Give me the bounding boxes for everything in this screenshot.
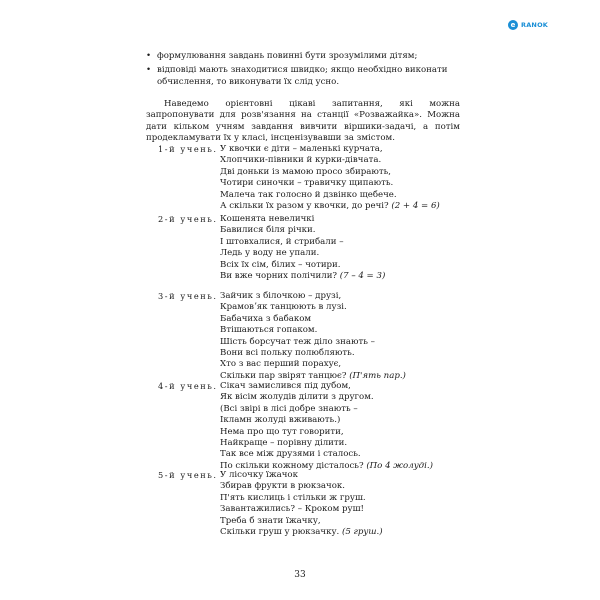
bullet-icon: •	[146, 65, 152, 76]
speaker-label: 2-й учень.	[158, 214, 218, 224]
verse-line: Хлопчики-півники й курки-дівчата.	[220, 155, 382, 166]
verse-line: Зайчик з білочкою – друзі,	[220, 291, 342, 301]
bullet-icon: •	[146, 51, 152, 61]
list-item	[146, 65, 460, 88]
speaker-label: 5-й учень.	[158, 470, 218, 480]
verse	[220, 470, 460, 538]
list-item	[146, 51, 460, 62]
speaker-label: 4-й учень.	[158, 381, 218, 391]
verse-line: Хто з вас перший порахує,	[220, 359, 342, 370]
verse-line: Так все між друзями і сталось.	[220, 449, 361, 460]
bullet-text: відповіді мають знаходитися швидко; якщо необхідно виконати обчислення, то виконувати їх слід усно.	[157, 65, 448, 87]
verse-line: Нема про що тут говорити,	[220, 426, 344, 437]
verse-line: Бабачиха з бабаком	[220, 313, 312, 324]
verse-line: Збирав фрукти в рюкзачок.	[220, 481, 346, 492]
verse-line: По скільки кожному дісталось? (По 4 жолуді.)	[220, 460, 433, 471]
verse-line: Ви вже чорних полічили? (7 – 4 = 3)	[220, 270, 386, 281]
publisher-logo	[508, 20, 548, 30]
page-number: 33	[294, 570, 306, 580]
verse-line: І штовхалися, й стрибали –	[220, 236, 344, 247]
verse	[220, 144, 460, 212]
intro-paragraph: Наведемо орієнтовні цікаві запитання, які можна запропонувати для розв'язання на станції «Розважайка». Можна дати кільком учням завдання вивчити віршики-задачі, а потім продекламувати їх у класі, інсценізувавши за змістом.	[146, 99, 460, 144]
verse-line: У квочки є діти – маленькі курчата,	[220, 144, 383, 154]
verse-line: Дві доньки із мамою просо збирають,	[220, 166, 392, 177]
bullet-list	[146, 51, 460, 91]
verse-line: У лісочку їжачок	[220, 470, 298, 480]
bullet-text: формулювання завдань повинні бути зрозумілими дітям;	[157, 51, 418, 61]
verse-line: Скільки пар звірят танцює? (П'ять пар.)	[220, 370, 406, 381]
verse-line: Втішаються гопаком.	[220, 325, 318, 336]
verse-line: Сікач замислився під дубом,	[220, 381, 351, 391]
verse-line: Малеча так голосно й дзвінко щебече.	[220, 189, 397, 200]
verse-line: Завантажились? – Кроком руш!	[220, 504, 365, 515]
verse-line: Крамовʼяк танцюють в лузі.	[220, 302, 347, 313]
verse-line: Найкраще – порівну ділити.	[220, 437, 348, 448]
verse-line: Ікламн жолуді вживають.)	[220, 415, 341, 426]
verse-line: Бавилися біля річки.	[220, 225, 316, 236]
answer: (5 груш.)	[341, 526, 383, 537]
verse-line: Шість борсучат теж діло знають –	[220, 336, 375, 347]
verse-line: П'ять кислиць і стільки ж груш.	[220, 492, 366, 503]
verse	[220, 381, 460, 472]
answer: (П'ять пар.)	[349, 370, 406, 381]
verse	[220, 291, 460, 382]
verse-line: Чотири синочки – травичку щипають.	[220, 178, 394, 189]
logo-icon: e	[508, 20, 518, 30]
logo-text: RANOK	[521, 21, 549, 29]
verse-line: Треба б знати їжачку,	[220, 515, 321, 526]
verse-line: А скільки їх разом у квочки, до речі? (2 + 4 = 6)	[220, 200, 440, 211]
answer: (По 4 жолуді.)	[366, 460, 433, 471]
verse-line: (Всі звірі в лісі добре знають –	[220, 403, 358, 414]
verse-line: Ледь у воду не упали.	[220, 248, 320, 259]
verse-line: Кошенята невеличкі	[220, 214, 315, 224]
verse-line: Вони всі польку полюбляють.	[220, 347, 355, 358]
verse-line: Скільки груш у рюкзачку. (5 груш.)	[220, 526, 383, 537]
answer: (7 – 4 = 3)	[339, 270, 386, 281]
speaker-label: 1-й учень.	[158, 144, 218, 154]
verse	[220, 214, 460, 282]
verse-line: Як вісім жолудів ділити з другом.	[220, 392, 374, 403]
answer: (2 + 4 = 6)	[391, 200, 440, 211]
speaker-label: 3-й учень.	[158, 291, 218, 301]
verse-line: Всіх їх сім, білих – чотири.	[220, 259, 341, 270]
